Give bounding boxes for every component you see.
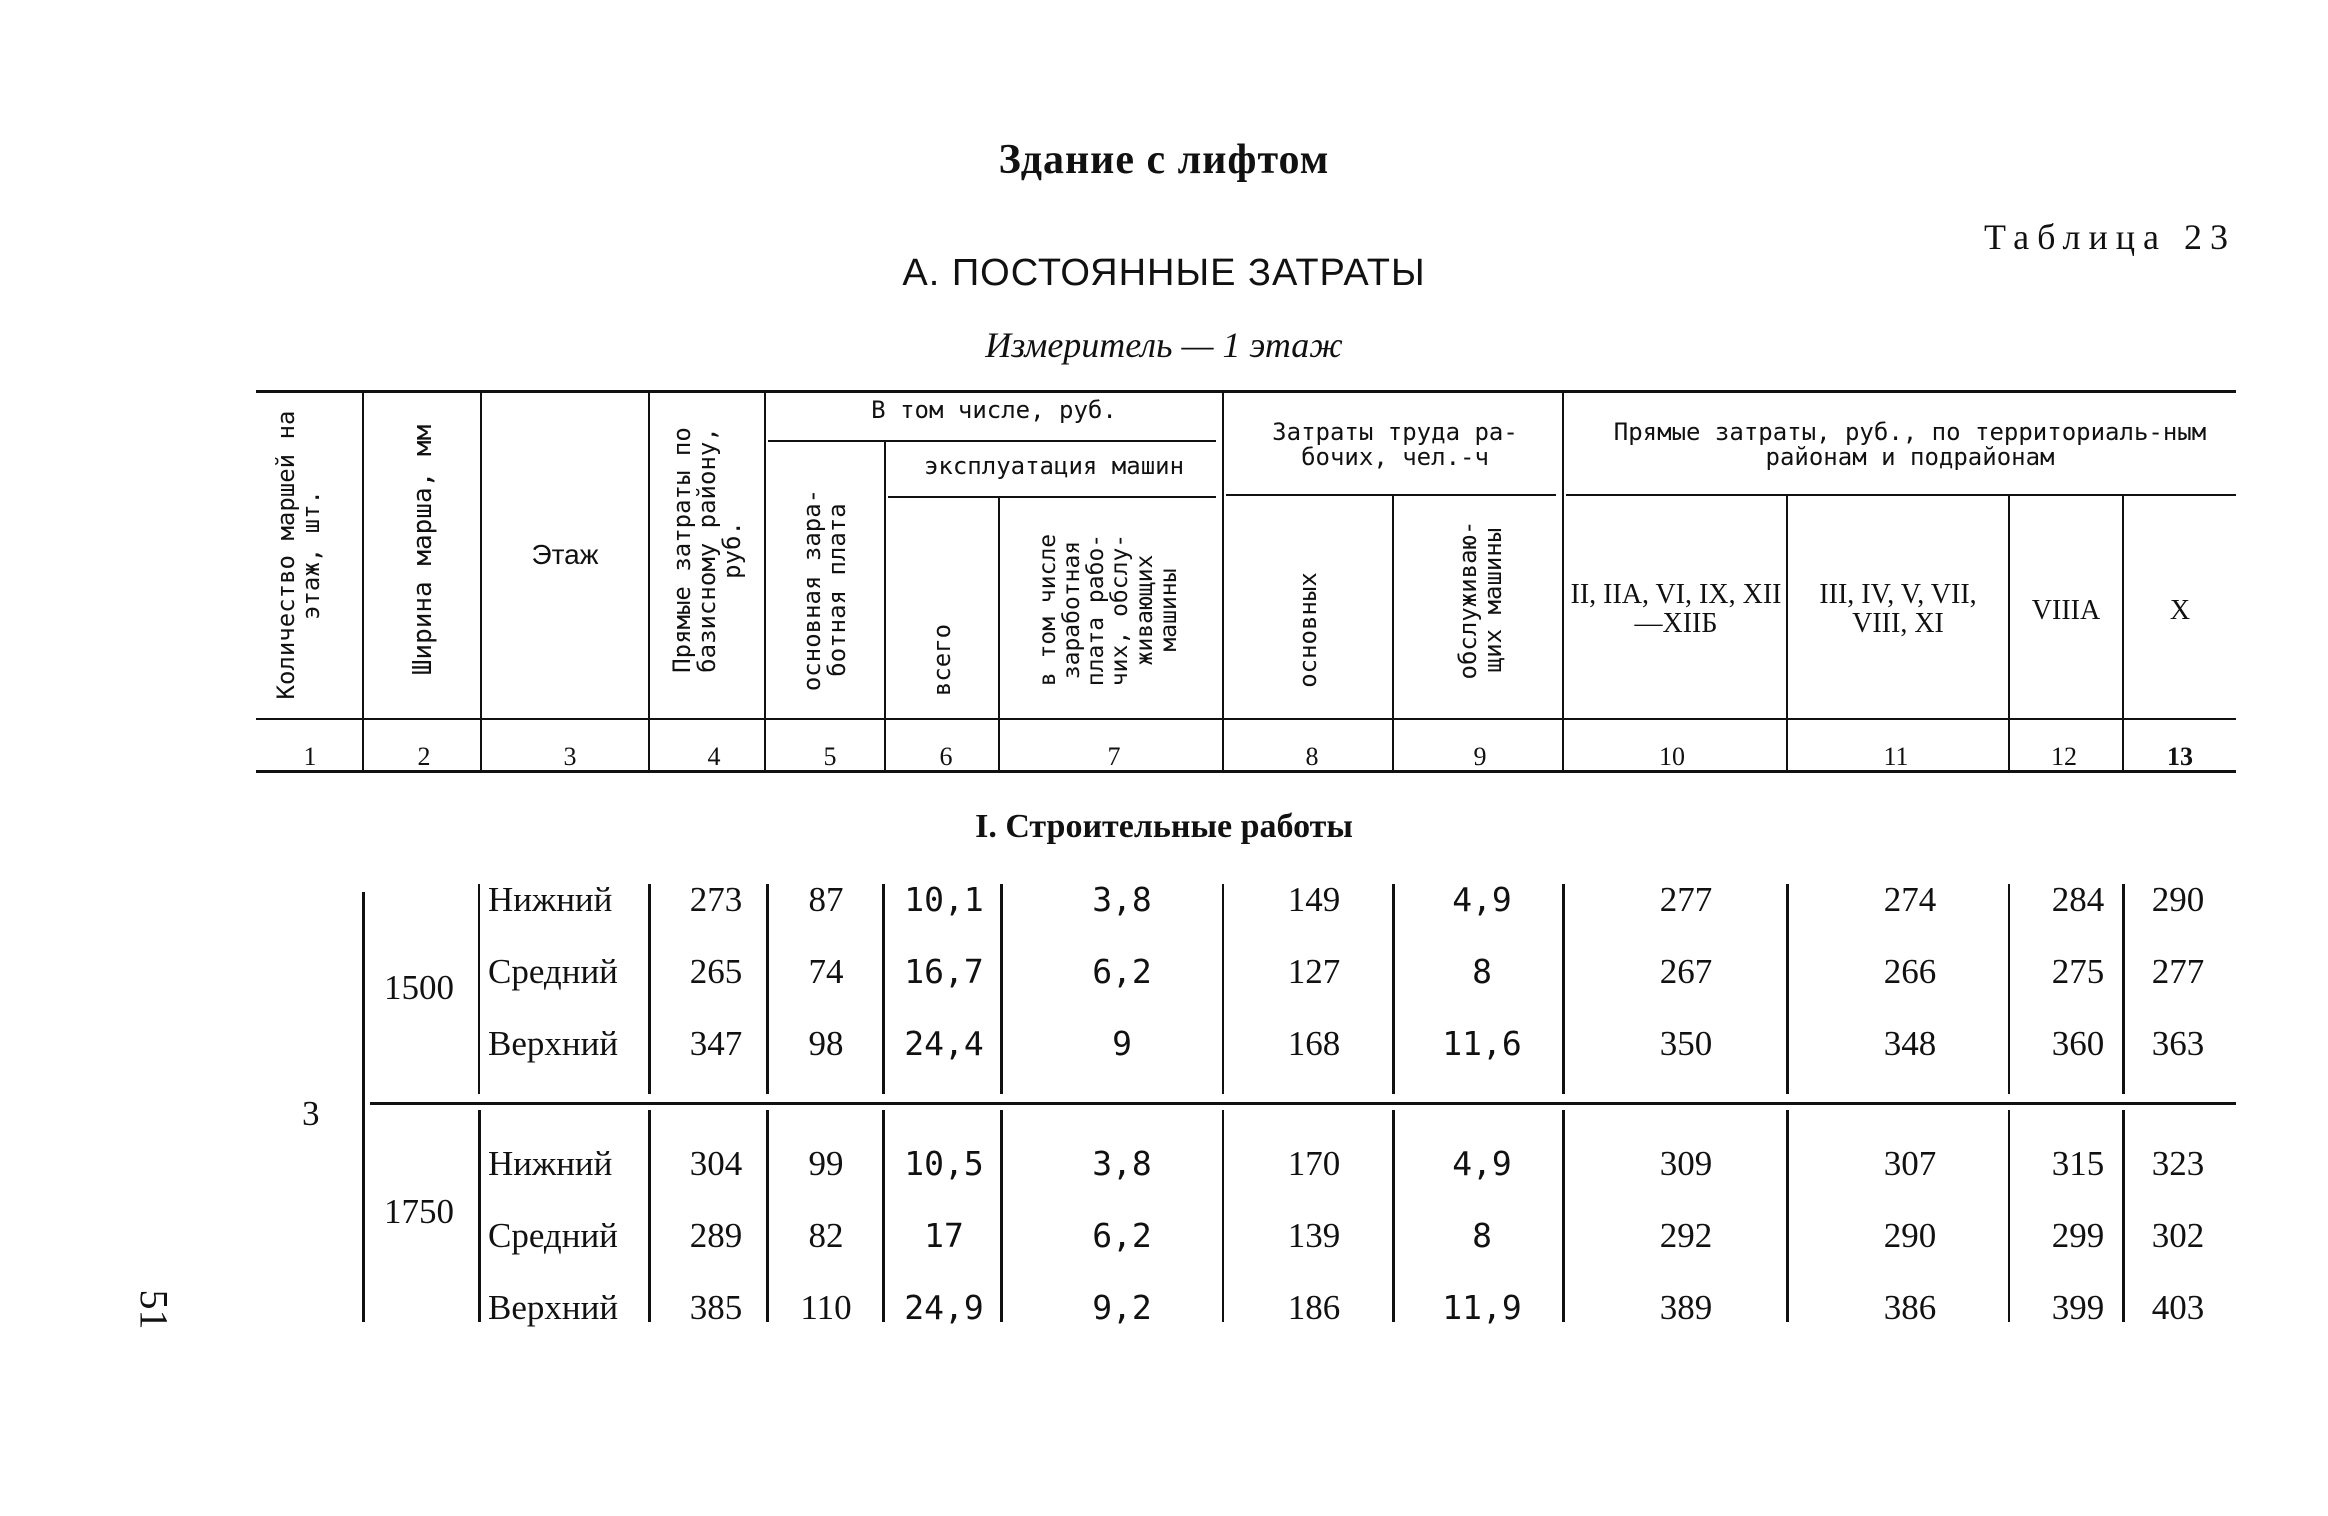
value-cell-c12: 284 — [2051, 880, 2105, 919]
header-group-mach: эксплуатация машин — [923, 452, 1185, 480]
march-width: 1500 — [384, 968, 454, 1007]
header-c13: X — [2169, 595, 2191, 626]
value-cell-c10: 267 — [1659, 952, 1713, 991]
header-group-incl: В том числе, руб. — [871, 396, 1117, 424]
value-cell-c13: 323 — [2151, 1144, 2205, 1183]
value-cell-c8: 139 — [1287, 1216, 1341, 1255]
value-cell-c10: 277 — [1659, 880, 1713, 919]
value-cell-c7: 9,2 — [1092, 1288, 1152, 1327]
column-number: 6 — [939, 742, 953, 771]
body-vline — [1786, 1110, 1789, 1322]
value-cell-c13: 290 — [2151, 880, 2205, 919]
column-number: 2 — [417, 742, 431, 771]
value-cell-c10: 389 — [1659, 1288, 1713, 1327]
header-c8: основных — [1294, 572, 1322, 688]
header-c3: Этаж — [531, 539, 599, 570]
value-cell-c6: 24,4 — [904, 1024, 984, 1063]
value-cell-c12: 275 — [2051, 952, 2105, 991]
value-cell-c6: 10,5 — [904, 1144, 984, 1183]
value-cell-c10: 309 — [1659, 1144, 1713, 1183]
column-number: 12 — [2051, 742, 2077, 771]
page-number: 51 — [131, 1289, 177, 1330]
value-cell-c4: 265 — [689, 952, 743, 991]
header-c12: VIIIA — [2031, 595, 2101, 626]
value-cell-c4: 347 — [689, 1024, 743, 1063]
value-cell-c5: 82 — [808, 1216, 844, 1255]
value-cell-c10: 292 — [1659, 1216, 1713, 1255]
value-cell-c8: 168 — [1287, 1024, 1341, 1063]
rule-mach — [888, 496, 1216, 498]
header-c5: основная зара-ботная плата — [798, 488, 852, 692]
header-c1: Количество маршей на этаж, шт. — [272, 410, 326, 700]
value-cell-c7: 6,2 — [1092, 1216, 1152, 1255]
value-cell-c4: 385 — [689, 1288, 743, 1327]
floor-cell: Средний — [488, 1216, 618, 1255]
column-number: 5 — [823, 742, 837, 771]
column-number: 11 — [1883, 742, 1909, 771]
column-number: 13 — [2167, 742, 2193, 771]
value-cell-c11: 290 — [1883, 1216, 1937, 1255]
header-c9: обслуживаю-щих машины — [1454, 520, 1508, 680]
hdr-vline — [1562, 392, 1564, 772]
header-c7: в том числе заработная плата рабо-чих, обслу-живающих машины — [1035, 533, 1182, 687]
page-title: Здание с лифтом — [998, 137, 1330, 183]
column-number: 3 — [563, 742, 577, 771]
value-cell-c6: 16,7 — [904, 952, 984, 991]
value-cell-c7: 9 — [1112, 1024, 1132, 1063]
value-cell-c9: 4,9 — [1452, 1144, 1512, 1183]
value-cell-c11: 386 — [1883, 1288, 1937, 1327]
hdr-vline — [764, 392, 766, 772]
header-c10: II, IIA, VI, IX, XII—XIIБ — [1570, 579, 1782, 640]
hdr-vline — [362, 392, 364, 772]
value-cell-c5: 87 — [808, 880, 844, 919]
value-cell-c13: 403 — [2151, 1288, 2205, 1327]
value-cell-c4: 289 — [689, 1216, 743, 1255]
floor-cell: Нижний — [488, 1144, 613, 1183]
body-vline — [1562, 884, 1565, 1094]
value-cell-c11: 307 — [1883, 1144, 1937, 1183]
hdr-vline — [1222, 392, 1224, 772]
value-cell-c7: 6,2 — [1092, 952, 1152, 991]
value-cell-c10: 350 — [1659, 1024, 1713, 1063]
rule-labor — [1226, 494, 1556, 496]
value-cell-c5: 99 — [808, 1144, 844, 1183]
value-cell-c13: 302 — [2151, 1216, 2205, 1255]
column-number: 8 — [1305, 742, 1319, 771]
hdr-vline — [480, 392, 482, 772]
column-number: 4 — [707, 742, 721, 771]
value-cell-c13: 363 — [2151, 1024, 2205, 1063]
value-cell-c8: 186 — [1287, 1288, 1341, 1327]
body-vline — [1562, 1110, 1565, 1322]
rule-regions — [1566, 494, 2236, 496]
value-cell-c8: 170 — [1287, 1144, 1341, 1183]
rule-incl — [768, 440, 1216, 442]
value-cell-c7: 3,8 — [1092, 880, 1152, 919]
header-bottom-rule — [256, 718, 2236, 720]
header-c2: Ширина марша, мм — [408, 424, 438, 676]
header-c11: III, IV, V, VII, VIII, XI — [1819, 579, 1977, 640]
value-cell-c8: 127 — [1287, 952, 1341, 991]
hdr-vline — [998, 498, 1000, 772]
header-group-regions: Прямые затраты, руб., по территориаль-ным районам и подрайонам — [1613, 418, 2207, 472]
table-label: Таблица 23 — [1984, 217, 2236, 257]
body-vline — [478, 884, 480, 1094]
value-cell-c9: 11,6 — [1442, 1024, 1522, 1063]
value-cell-c11: 266 — [1883, 952, 1937, 991]
body-vline — [478, 1110, 481, 1322]
value-cell-c4: 304 — [689, 1144, 743, 1183]
value-cell-c11: 274 — [1883, 880, 1937, 919]
value-cell-c12: 360 — [2051, 1024, 2105, 1063]
hdr-vline — [2008, 496, 2010, 772]
marches-count: 3 — [302, 1094, 320, 1133]
floor-cell: Нижний — [488, 880, 613, 919]
body-vline — [1222, 1110, 1224, 1322]
value-cell-c6: 10,1 — [904, 880, 984, 919]
value-cell-c7: 3,8 — [1092, 1144, 1152, 1183]
hdr-vline — [1392, 496, 1394, 772]
value-cell-c11: 348 — [1883, 1024, 1937, 1063]
value-cell-c9: 8 — [1472, 1216, 1492, 1255]
value-cell-c9: 4,9 — [1452, 880, 1512, 919]
value-cell-c13: 277 — [2151, 952, 2205, 991]
section-heading: А. ПОСТОЯННЫЕ ЗАТРАТЫ — [902, 252, 1426, 294]
value-cell-c6: 24,9 — [904, 1288, 984, 1327]
value-cell-c5: 74 — [808, 952, 844, 991]
column-number: 10 — [1659, 742, 1685, 771]
value-cell-c5: 110 — [800, 1288, 852, 1327]
column-number: 7 — [1107, 742, 1121, 771]
header-c6: всего — [928, 623, 956, 697]
hdr-vline — [2122, 496, 2124, 772]
value-cell-c5: 98 — [808, 1024, 844, 1063]
body-vline — [1786, 884, 1789, 1094]
header-c4: Прямые затраты по базисному району, руб. — [668, 427, 747, 673]
unit-measure: Измеритель — 1 этаж — [985, 325, 1343, 365]
value-cell-c6: 17 — [924, 1216, 964, 1255]
value-cell-c9: 8 — [1472, 952, 1492, 991]
column-number: 1 — [303, 742, 317, 771]
hdr-vline — [884, 442, 886, 772]
hdr-vline — [1786, 496, 1788, 772]
table-top-rule — [256, 390, 2236, 393]
value-cell-c8: 149 — [1287, 880, 1341, 919]
group-divider-rule — [370, 1102, 2236, 1105]
subsection-heading: I. Строительные работы — [975, 808, 1353, 845]
column-number: 9 — [1473, 742, 1487, 771]
header-group-labor: Затраты труда ра-бочих, чел.-ч — [1272, 418, 1518, 472]
value-cell-c12: 299 — [2051, 1216, 2105, 1255]
hdr-vline — [648, 392, 650, 772]
value-cell-c9: 11,9 — [1442, 1288, 1522, 1327]
body-vline — [362, 892, 365, 1322]
floor-cell: Верхний — [488, 1024, 619, 1063]
value-cell-c12: 399 — [2051, 1288, 2105, 1327]
value-cell-c4: 273 — [689, 880, 743, 919]
body-vline — [1222, 884, 1224, 1094]
march-width: 1750 — [384, 1192, 454, 1231]
floor-cell: Средний — [488, 952, 618, 991]
floor-cell: Верхний — [488, 1288, 619, 1327]
value-cell-c12: 315 — [2051, 1144, 2105, 1183]
